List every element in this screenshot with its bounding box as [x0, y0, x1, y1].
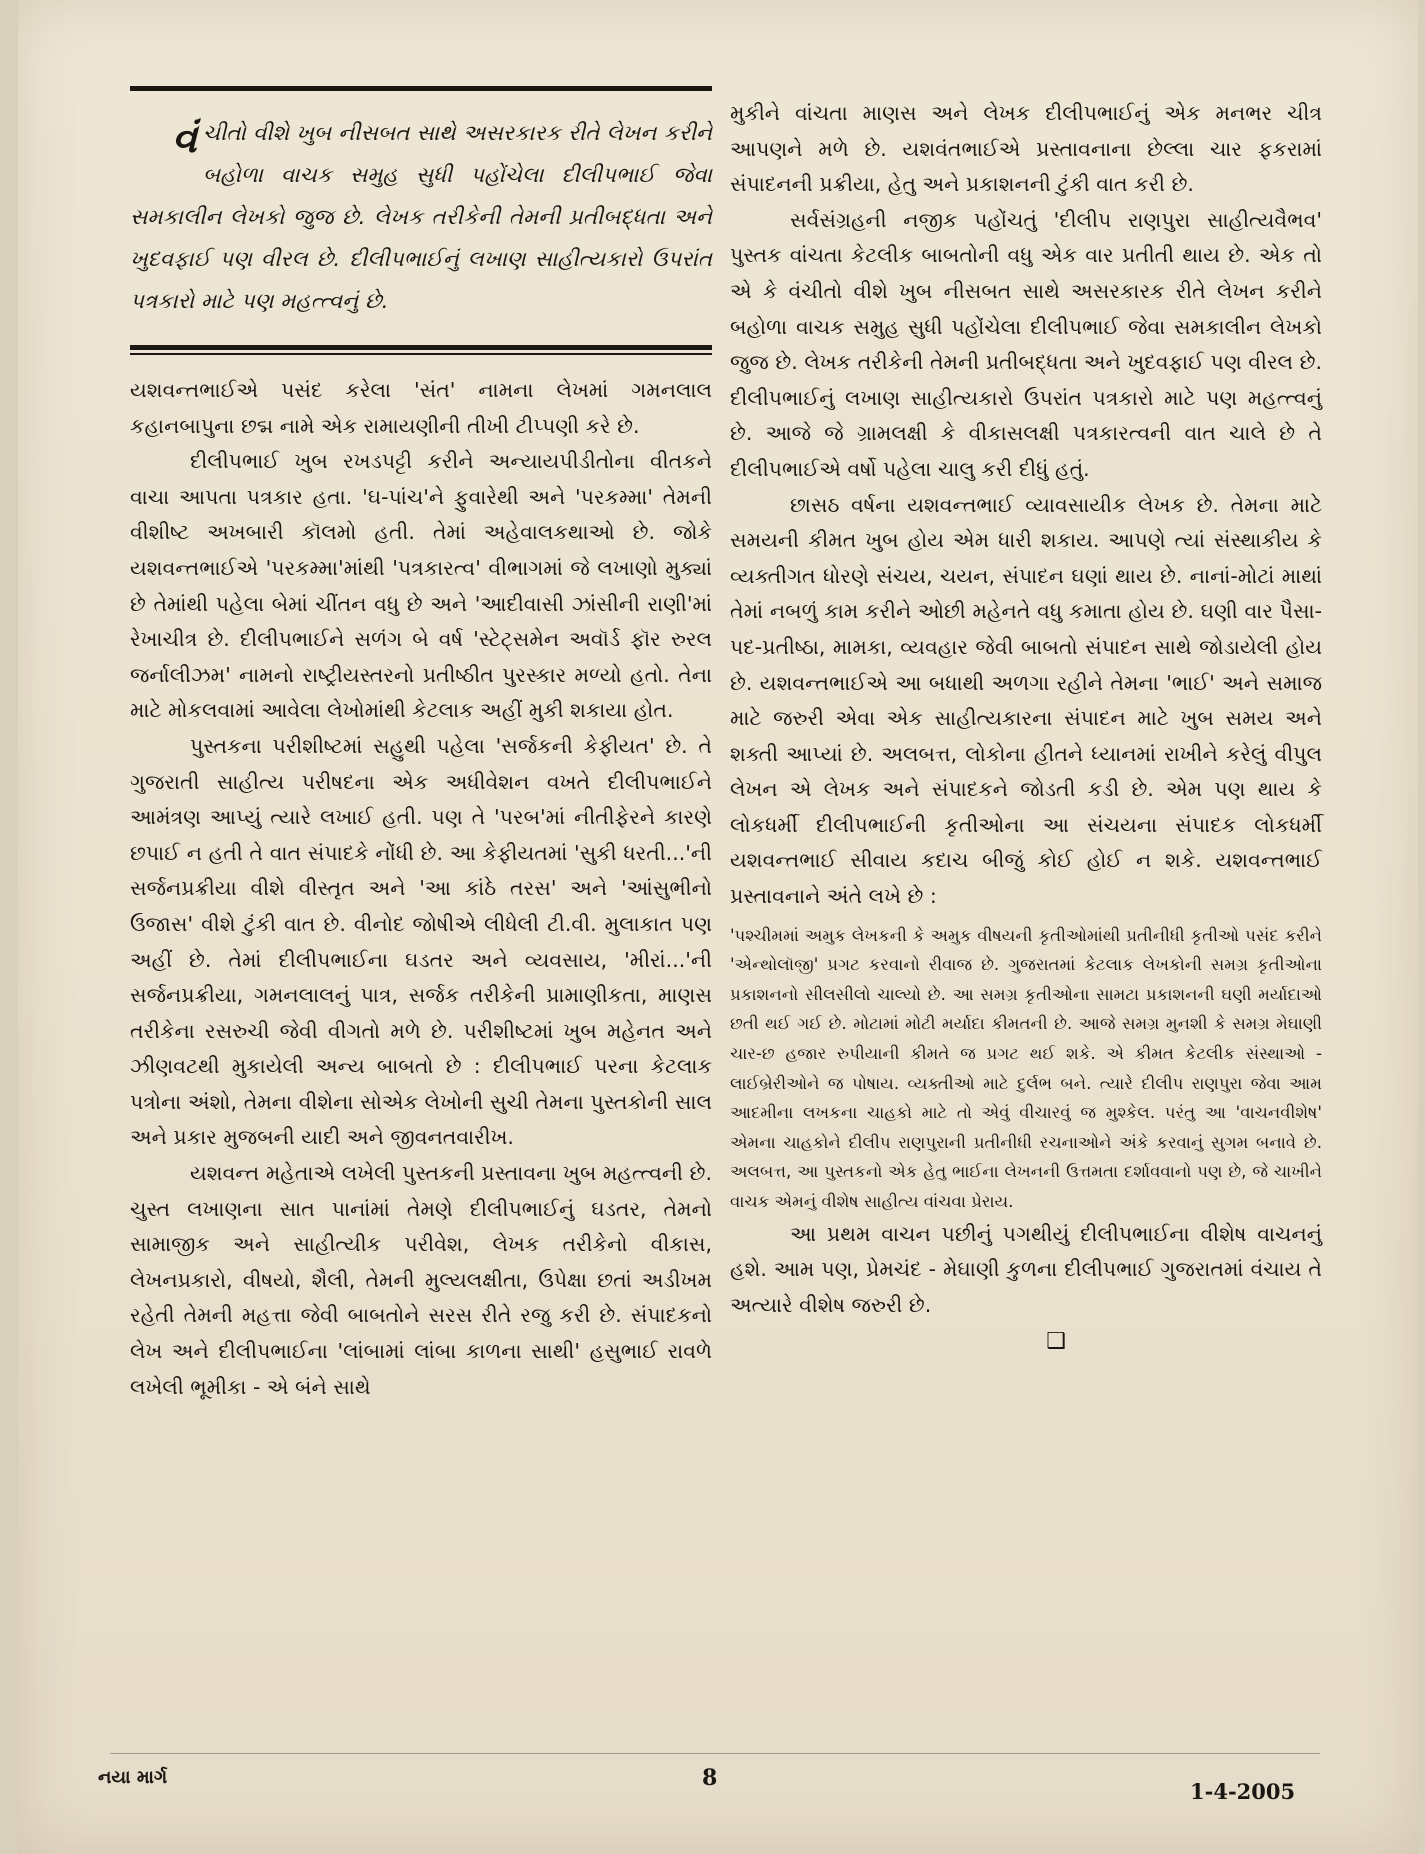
paragraph: દીલીપભાઈ ખુબ રખડપટ્ટી કરીને અન્યાયપીડીતોના વીતકને વાચા આપતા પત્રકાર હતા. 'ઘ-પાંચ'ને ફુવારેથી અને 'પરકમ્મા' તેમની વીશીષ્ટ અખબારી કૉલમો હતી. તેમાં અહેવાલકથાઓ છે. જોકે યશવન્તભાઈએ 'પરકમ્મા'માંથી 'પત્રકારત્વ' વીભાગમાં જે લખાણો મુક્યાં છે તેમાંથી પહેલા બેમાં ચીંતન વધુ છે અને 'આદીવાસી ઝાંસીની રાણી'માં રેખાચીત્ર છે. દીલીપભાઈને સળંગ બે વર્ષ 'સ્ટેટ્સમેન અવૉર્ડ ફૉર રુરલ જર્નાલીઝમ' નામનો રાષ્ટ્રીયસ્તરનો પ્રતીષ્ઠીત પુરસ્કાર મળ્યો હતો. તેના માટે મોકલવામાં આવેલા લેખોમાંથી કેટલાક અહીં મુકી શકાયા હોત.: [130, 449, 712, 723]
intro-text: ચીતો વીશે ખુબ નીસબત સાથે અસરકારક રીતે લેખન કરીને બહોળા વાચક સમુહ સુધી પહોંચેલા દીલીપભાઈ જેવા સમકાલીન લેખકો જુજ છે. લેખક તરીકેની તેમની પ્રતીબદ્ધતા અને ખુદવફાઈ પણ વીરલ છે. દીલીપભાઈનું લખાણ સાહીત્યકારો ઉપરાંત પત્રકારો માટે પણ મહત્ત્વનું છે.: [130, 121, 712, 314]
divider-rule-thick: [130, 345, 712, 350]
divider-rule-thin: [130, 353, 712, 355]
paragraph: પુસ્તકના પરીશીષ્ટમાં સહુથી પહેલા 'સર્જકની કેફીયત' છે. તે ગુજરાતી સાહીત્ય પરીષદના એક અધીવેશન વખતે દીલીપભાઈને આમંત્રણ આપ્યું ત્યારે લખાઈ હતી. પણ તે 'પરબ'માં નીતીફેરને કારણે છપાઈ ન હતી તે વાત સંપાદકે નોંધી છે. આ કેફીયતમાં 'સુકી ધરતી...'ની સર્જનપ્રક્રીયા વીશે વીસ્તૃત અને 'આ કાંઠે તરસ' અને 'આંસુભીનો ઉજાસ' વીશે ટુંકી વાત છે. વીનોદ જોષીએ લીધેલી ટી.વી. મુલાકાત પણ અહીં છે. તેમાં દીલીપભાઈના ઘડતર અને વ્યવસાય, 'મીરાં...'ની સર્જનપ્રક્રીયા, ગમનલાલનું પાત્ર, સર્જક તરીકેની પ્રામાણીકતા, માણસ તરીકેના રસરુચી જેવી વીગતો મળે છે. પરીશીષ્ટમાં ખુબ મહેનત અને ઝીણવટથી મુકાયેલી અન્ય બાબતો છે : દીલીપભાઈ પરના કેટલાક પત્રોના અંશો, તેમના વીશેના સોએક લેખોની સુચી તેમના પુસ્તકોની સાલ અને પ્રકાર મુજબની યાદી અને જીવનતવારીખ.: [130, 733, 712, 1150]
paragraph: યશવન્તભાઈએ પસંદ કરેલા 'સંત' નામના લેખમાં ગમનલાલ કહાનબાપુના છદ્મ નામે એક રામાયણીની તીખી ટીપ્પણી કરે છે.: [130, 378, 712, 438]
end-mark-icon: ❑: [1046, 1329, 1066, 1355]
drop-cap: વં: [172, 116, 197, 162]
paragraph: યશવન્ત મહેતાએ લખેલી પુસ્તકની પ્રસ્તાવના ખુબ મહત્ત્વની છે. ચુસ્ત લખાણના સાત પાનાંમાં તેમણે દીલીપભાઈનું ઘડતર, તેમનો સામાજીક અને સાહીત્યીક પરીવેશ, લેખક તરીકેનો વીકાસ, લેખનપ્રકારો, વીષયો, શૈલી, તેમની મુલ્યલક્ષીતા, ઉપેક્ષા છતાં અડીખમ રહેતી તેમની મહત્તા જેવી બાબતોને સરસ રીતે રજુ કરી છે. સંપાદકનો લેખ અને દીલીપભાઈના 'લાંબામાં લાંબા કાળના સાથી' હસુભાઈ રાવળે લખેલી ભૂમીકા - એ બંને સાથે: [130, 1161, 712, 1399]
paragraph: છાસઠ વર્ષના યશવન્તભાઈ વ્યાવસાયીક લેખક છે. તેમના માટે સમયની કીમત ખુબ હોય એમ ધારી શકાય. આપણે ત્યાં સંસ્થાકીય કે વ્યક્તીગત ધોરણે સંચય, ચયન, સંપાદન ઘણાં થાય છે. નાનાં-મોટાં માથાં તેમાં નબળું કામ કરીને ઓછી મહેનતે વધુ કમાતા હોય છે. ઘણી વાર પૈસા-પદ-પ્રતીષ્ઠા, મામકા, વ્યવહાર જેવી બાબતો સંપાદન સાથે જોડાયેલી હોય છે. યશવન્તભાઈએ આ બધાથી અળગા રહીને તેમના 'ભાઈ' અને સમાજ માટે જરુરી એવા એક સાહીત્યકારના સંપાદન માટે ખુબ સમય અને શક્તી આપ્યાં છે. અલબત્ત, લોકોના હીતને ધ્યાનમાં રાખીને કરેલું વીપુલ લેખન એ લેખક અને સંપાદકને જોડતી કડી છે. એમ પણ થાય કે લોકધર્મી દીલીપભાઈની કૃતીઓના આ સંચયના સંપાદક લોકધર્મી યશવન્તભાઈ સીવાય કદાચ બીજું કોઈ હોઈ ન શકે. યશવન્તભાઈ પ્રસ્તાવનાને અંતે લખે છે :: [730, 492, 1322, 909]
issue-date: 1-4-2005: [1190, 1779, 1296, 1804]
intro-pullquote: [130, 113, 712, 323]
paragraph: મુકીને વાંચતા માણસ અને લેખક દીલીપભાઈનું એક મનભર ચીત્ર આપણને મળે છે. યશવંતભાઈએ પ્રસ્તાવનાના છેલ્લા ચાર ફકરામાં સંપાદનની પ્રક્રીયા, હેતુ અને પ્રકાશનની ટુંકી વાત કરી છે.: [730, 101, 1322, 197]
magazine-name: નયા માર્ગ: [98, 1767, 168, 1788]
page-footer: [18, 1761, 1418, 1821]
paragraph: સર્વસંગ્રહની નજીક પહોંચતું 'દીલીપ રાણપુરા સાહીત્યવૈભવ' પુસ્તક વાંચતા કેટલીક બાબતોની વધુ એક વાર પ્રતીતી થાય છે. એક તો એ કે વંચીતો વીશે ખુબ નીસબત સાથે અસરકારક રીતે લેખન કરીને બહોળા વાચક સમુહ સુધી પહોંચેલા દીલીપભાઈ જેવા સમકાલીન લેખકો જુજ છે. લેખક તરીકેની તેમની પ્રતીબદ્ધતા અને ખુદવફાઈ પણ વીરલ છે. દીલીપભાઈનું લખાણ સાહીત્યકારો ઉપરાંત પત્રકારો માટે પણ મહત્ત્વનું છે. આજે જે ગ્રામલક્ષી કે વીકાસલક્ષી પત્રકારત્વની વાત ચાલે છે તે દીલીપભાઈએ વર્ષો પહેલા ચાલુ કરી દીધું હતું.: [730, 207, 1322, 481]
intro-bottom-rules: [130, 345, 712, 355]
block-quote: 'પશ્ચીમમાં અમુક લેખકની કે અમુક વીષયની કૃતીઓમાંથી પ્રતીનીધી કૃતીઓ પસંદ કરીને 'એન્થોલૉજી' પ્રગટ કરવાનો રીવાજ છે. ગુજરાતમાં કેટલાક લેખકોની સમગ્ર કૃતીઓના પ્રકાશનનો સીલસીલો ચાલ્યો છે. આ સમગ્ર કૃતીઓના સામટા પ્રકાશનની ઘણી મર્યાદાઓ છતી થઈ ગઈ છે. મોટામાં મોટી મર્યાદા કીમતની છે. આજે સમગ્ર મુનશી કે સમગ્ર મેઘાણી ચાર-છ હજાર રુપીયાની કીમતે જ પ્રગટ થઈ શકે. એ કીમત કેટલીક સંસ્થાઓ - લાઈબ્રેરીઓને જ પોષાય. વ્યક્તીઓ માટે દુર્લભ બને. ત્યારે દીલીપ રાણપુરા જેવા આમ આદમીના લખકના ચાહકો માટે તો એવું વીચારવું જ મુશ્કેલ. પરંતુ આ 'વાચનવીશેષ' એમના ચાહકોને દીલીપ રાણપુરાની પ્રતીનીધી રચનાઓને અંકે કરવાનું સુગમ બનાવે છે. અલબત્ત, આ પુસ્તકનો એક હેતુ ભાઈના લેખનની ઉત્તમતા દર્શાવવાનો પણ છે, જે ચાખીને વાચક એમનું વીશેષ સાહીત્ય વાંચવા પ્રેરાય.: [730, 925, 1322, 1211]
top-rule: [130, 86, 712, 91]
left-column: [130, 86, 712, 1405]
page-number: 8: [702, 1765, 718, 1791]
right-column: [730, 96, 1322, 1354]
footer-rule: [110, 1753, 1320, 1754]
closing-paragraph: આ પ્રથમ વાચન પછીનું પગથીયું દીલીપભાઈના વીશેષ વાચનનું હશે. આમ પણ, પ્રેમચંદ - મેઘાણી કુળના દીલીપભાઈ ગુજરાતમાં વંચાય તે અત્યારે વીશેષ જરુરી છે.: [730, 1221, 1322, 1317]
